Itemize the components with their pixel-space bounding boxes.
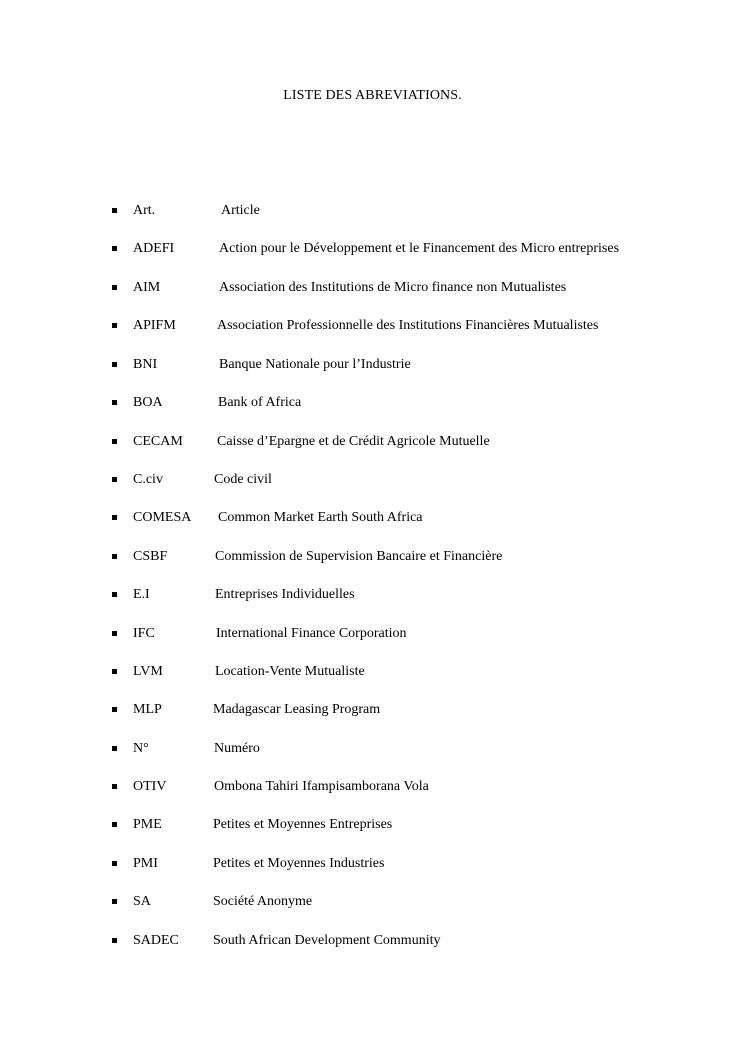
list-item (0, 584, 745, 606)
abbreviation: Art. (133, 203, 156, 218)
abbreviation: IFC (133, 626, 155, 641)
abbreviation: BNI (133, 357, 158, 372)
list-item (0, 853, 745, 875)
definition: Société Anonyme (213, 894, 313, 909)
list-item (0, 661, 745, 683)
abbreviation: COMESA (133, 510, 192, 525)
definition: Entreprises Individuelles (215, 587, 355, 602)
list-item (0, 200, 745, 222)
definition: South African Development Community (213, 933, 441, 948)
list-item (0, 623, 745, 645)
square-bullet-icon (112, 899, 117, 904)
list-item (0, 392, 745, 414)
abbreviation: C.civ (133, 472, 163, 487)
abbreviation: E.I (133, 587, 150, 602)
abbreviation: CECAM (133, 434, 183, 449)
abbreviation: OTIV (133, 779, 167, 794)
square-bullet-icon (112, 631, 117, 636)
square-bullet-icon (112, 554, 117, 559)
definition: Association Professionnelle des Institutions Financières Mutualistes (217, 318, 599, 333)
list-item (0, 354, 745, 376)
square-bullet-icon (112, 208, 117, 213)
square-bullet-icon (112, 439, 117, 444)
definition: Code civil (214, 472, 272, 487)
abbreviation: PMI (133, 856, 158, 871)
square-bullet-icon (112, 861, 117, 866)
definition: Commission de Supervision Bancaire et Financière (215, 549, 503, 564)
definition: Caisse d’Epargne et de Crédit Agricole Mutuelle (217, 434, 490, 449)
list-item (0, 546, 745, 568)
abbreviation: LVM (133, 664, 163, 679)
definition: Madagascar Leasing Program (213, 702, 381, 717)
list-item (0, 277, 745, 299)
square-bullet-icon (112, 592, 117, 597)
abbreviation: ADEFI (133, 241, 175, 256)
list-item (0, 699, 745, 721)
list-item (0, 469, 745, 491)
square-bullet-icon (112, 362, 117, 367)
definition: Numéro (214, 741, 260, 756)
list-item (0, 930, 745, 952)
square-bullet-icon (112, 400, 117, 405)
definition: Location-Vente Mutualiste (215, 664, 365, 679)
abbreviation: PME (133, 817, 162, 832)
square-bullet-icon (112, 323, 117, 328)
definition: Petites et Moyennes Industries (213, 856, 385, 871)
definition: Petites et Moyennes Entreprises (213, 817, 393, 832)
definition: Ombona Tahiri Ifampisamborana Vola (214, 779, 429, 794)
square-bullet-icon (112, 477, 117, 482)
square-bullet-icon (112, 822, 117, 827)
square-bullet-icon (112, 707, 117, 712)
list-item (0, 738, 745, 760)
abbreviation: SA (133, 894, 151, 909)
definition: Common Market Earth South Africa (218, 510, 423, 525)
definition: Article (221, 203, 260, 218)
definition: International Finance Corporation (216, 626, 407, 641)
definition: Association des Institutions de Micro finance non Mutualistes (219, 280, 567, 295)
abbreviation: AIM (133, 280, 161, 295)
list-item (0, 891, 745, 913)
abbreviation: BOA (133, 395, 163, 410)
square-bullet-icon (112, 515, 117, 520)
abbreviation: CSBF (133, 549, 168, 564)
square-bullet-icon (112, 669, 117, 674)
definition: Banque Nationale pour l’Industrie (219, 357, 411, 372)
list-item (0, 814, 745, 836)
abbreviation: SADEC (133, 933, 179, 948)
square-bullet-icon (112, 285, 117, 290)
definition: Bank of Africa (218, 395, 302, 410)
list-item (0, 507, 745, 529)
square-bullet-icon (112, 246, 117, 251)
list-item (0, 238, 745, 260)
abbreviation: APIFM (133, 318, 176, 333)
square-bullet-icon (112, 784, 117, 789)
list-item (0, 315, 745, 337)
page-title: LISTE DES ABREVIATIONS. (283, 88, 462, 103)
abbreviation: MLP (133, 702, 162, 717)
list-item (0, 776, 745, 798)
abbreviation: N° (133, 741, 149, 756)
definition: Action pour le Développement et le Financement des Micro entreprises (219, 241, 620, 256)
list-item (0, 431, 745, 453)
square-bullet-icon (112, 746, 117, 751)
square-bullet-icon (112, 938, 117, 943)
